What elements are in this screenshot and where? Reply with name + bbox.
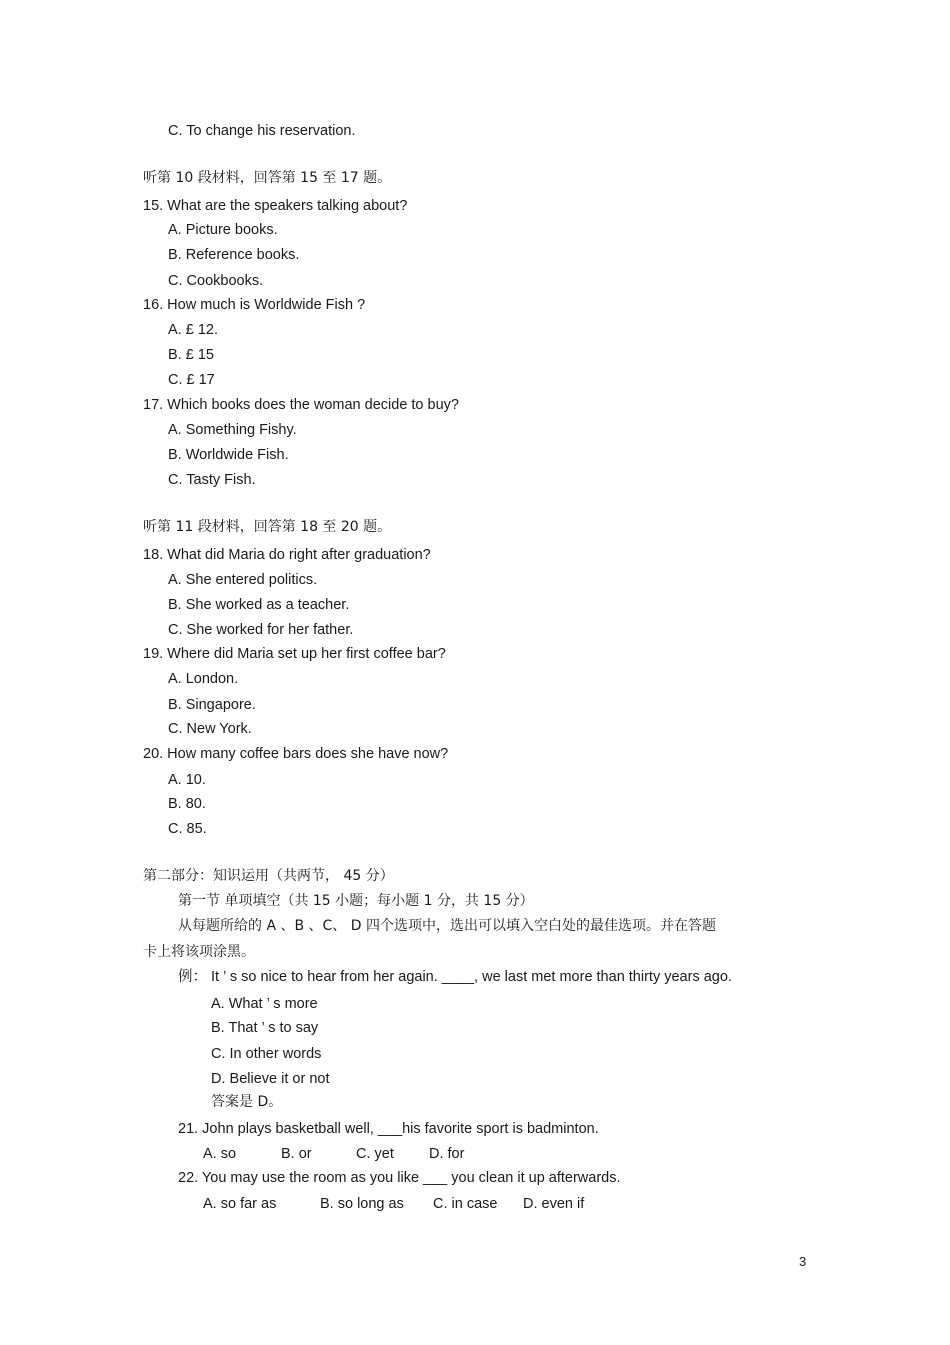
question-22: 22. You may use the room as you like ___ you clean it up afterwards. (178, 1170, 621, 1186)
q21-option-d: D. for (429, 1146, 465, 1162)
part2-title: 第二部分：知识运用（共两节， 45 分） (143, 868, 394, 884)
example-option-c: C. In other words (211, 1046, 322, 1062)
section-11-heading: 听第 11 段材料，回答第 18 至 20 题。 (143, 519, 392, 535)
q22-option-a: A. so far as (203, 1196, 277, 1212)
question-17: 17. Which books does the woman decide to buy? (143, 397, 459, 413)
q20-option-b: B. 80. (168, 796, 206, 812)
q15-option-a: A. Picture books. (168, 222, 278, 238)
part2-instruction-line1: 从每题所给的 A 、B 、C、 D 四个选项中，选出可以填入空白处的最佳选项。并在答题 (178, 918, 716, 934)
q15-option-b: B. Reference books. (168, 247, 300, 263)
q15-option-c: C. Cookbooks. (168, 273, 264, 289)
example-answer: 答案是 D。 (211, 1094, 283, 1110)
question-15: 15. What are the speakers talking about? (143, 198, 408, 214)
part2-section1-title: 第一节 单项填空（共 15 小题；每小题 1 分，共 15 分） (178, 893, 534, 909)
example-option-a: A. What ’ s more (211, 996, 318, 1012)
q17-option-b: B. Worldwide Fish. (168, 447, 289, 463)
example-option-d: D. Believe it or not (211, 1071, 330, 1087)
q18-option-c: C. She worked for her father. (168, 622, 354, 638)
q17-option-c: C. Tasty Fish. (168, 472, 256, 488)
example-option-b: B. That ’ s to say (211, 1020, 319, 1036)
question-20: 20. How many coffee bars does she have now? (143, 746, 449, 762)
q16-option-a: A. £ 12. (168, 322, 218, 338)
question-16: 16. How much is Worldwide Fish ? (143, 297, 366, 313)
q19-option-c: C. New York. (168, 721, 252, 737)
q16-option-c: C. £ 17 (168, 372, 215, 388)
q19-option-a: A. London. (168, 671, 239, 687)
part2-instruction-line2: 卡上将该项涂黑。 (143, 944, 255, 960)
question-19: 19. Where did Maria set up her first coffee bar? (143, 646, 446, 662)
q20-option-a: A. 10. (168, 772, 206, 788)
question-21: 21. John plays basketball well, ___his favorite sport is badminton. (178, 1121, 599, 1137)
section-10-heading: 听第 10 段材料，回答第 15 至 17 题。 (143, 170, 392, 186)
q19-option-b: B. Singapore. (168, 697, 256, 713)
q21-option-b: B. or (281, 1146, 312, 1162)
q18-option-a: A. She entered politics. (168, 572, 318, 588)
option-c-prev: C. To change his reservation. (168, 123, 356, 139)
q20-option-c: C. 85. (168, 821, 207, 837)
q22-option-d: D. even if (523, 1196, 585, 1212)
example-stem: 例： It ’ s so nice to hear from her again. ____, we last met more than thirty years ago. (178, 969, 732, 985)
page-number: 3 (799, 1254, 807, 1269)
q17-option-a: A. Something Fishy. (168, 422, 297, 438)
q18-option-b: B. She worked as a teacher. (168, 597, 350, 613)
q21-option-a: A. so (203, 1146, 237, 1162)
q22-option-c: C. in case (433, 1196, 498, 1212)
q16-option-b: B. £ 15 (168, 347, 214, 363)
q21-option-c: C. yet (356, 1146, 394, 1162)
q22-option-b: B. so long as (320, 1196, 404, 1212)
question-18: 18. What did Maria do right after graduation? (143, 547, 431, 563)
